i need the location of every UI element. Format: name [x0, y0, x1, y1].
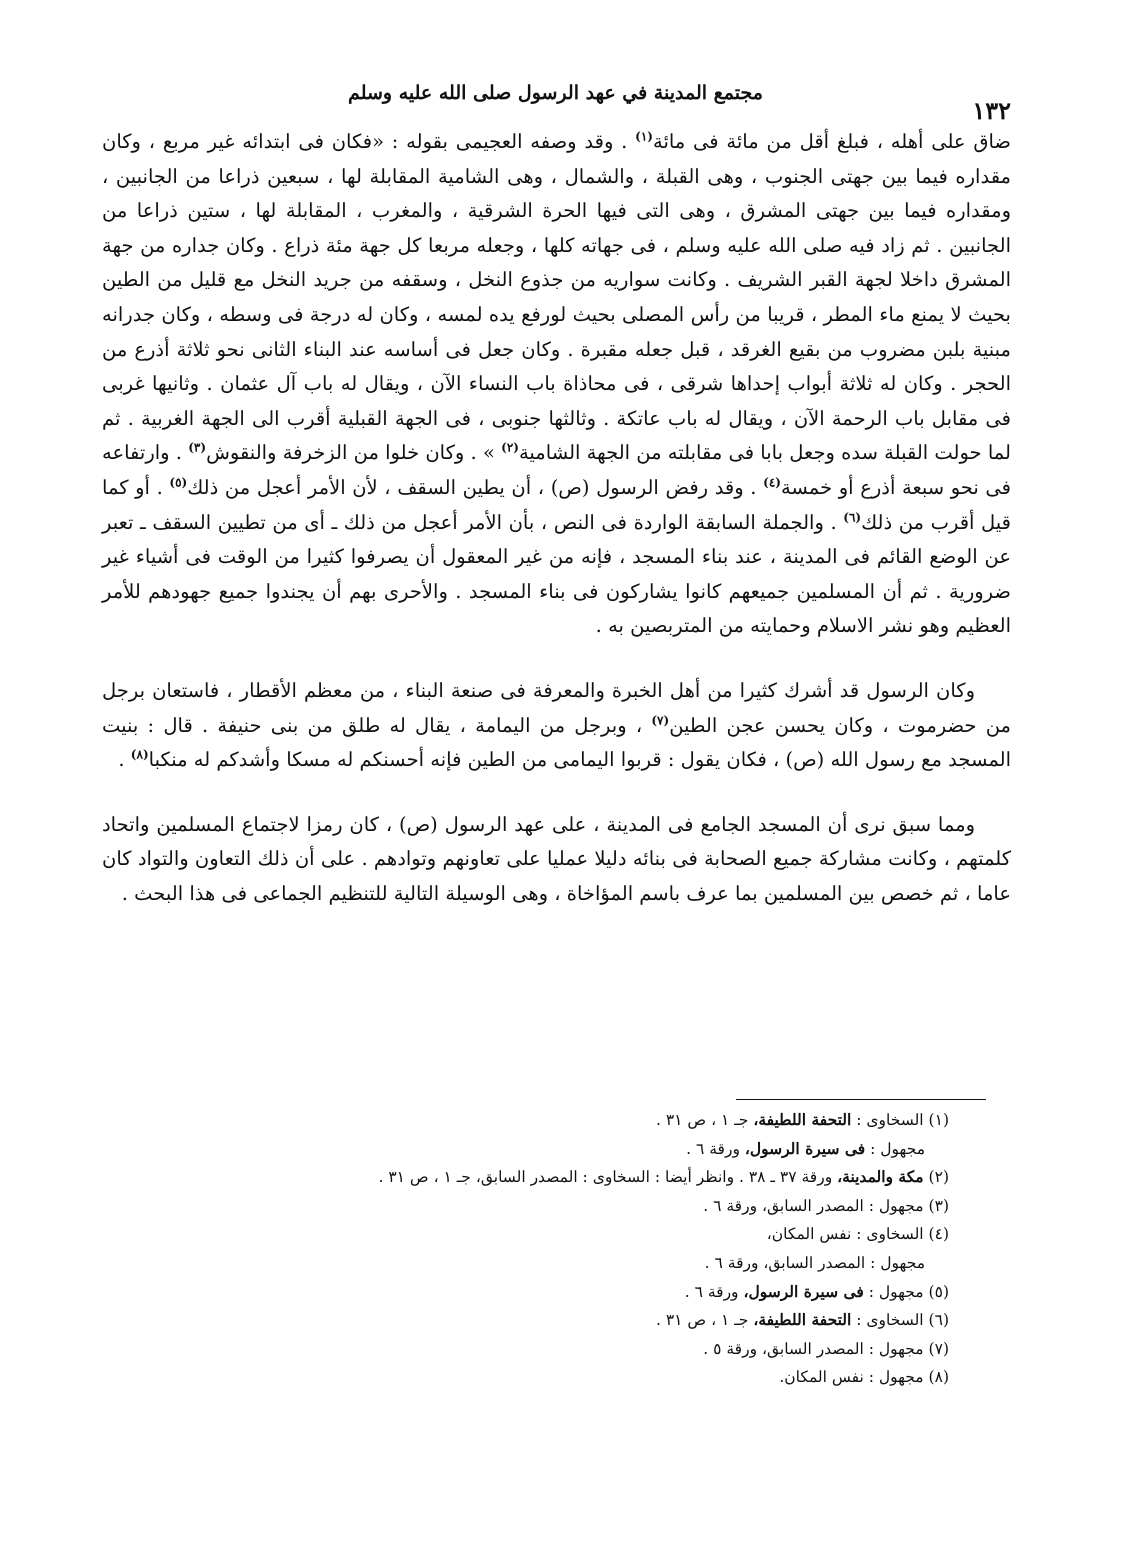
text-run: وكان الرسول قد أشرك كثيرا من أهل الخبرة والمعرفة فى صنعة البناء ، من معظم الأقطار ، فاستعان برجل من حضرموت ، وكان يحسن عجن الطين: [102, 678, 1011, 737]
text-run: » . وكان خلوا من الزخرفة والنقوش: [206, 441, 502, 465]
text-run: . أو كما قيل أقرب من ذلك: [102, 475, 1011, 534]
footnote-ref-6: (٦): [843, 510, 862, 525]
footnote-author: السخاوى :: [856, 1225, 924, 1244]
footnote-line: [150, 1249, 949, 1278]
footnote-author: مجهول :: [868, 1282, 924, 1301]
footnote-ref-3: (٣): [188, 440, 207, 455]
text-run: ضاق على أهله ، فبلغ أقل من مائة فى مائة: [652, 130, 1011, 153]
text-run: . وارتفاعه فى نحو سبعة أذرع أو خمسة: [102, 441, 1011, 499]
footnote-title: التحفة اللطيفة،: [753, 1310, 852, 1330]
footnote-number: (٨): [928, 1368, 949, 1387]
footnote-detail: ورقة ٣٧ ـ ٣٨ . وانظر أيضا : السخاوى : المصدر السابق، جـ ١ ، ص ٣١ .: [378, 1168, 833, 1187]
footnote-detail: جـ ١ ، ص ٣١ .: [655, 1311, 749, 1330]
footnote-number: (٣): [928, 1196, 949, 1215]
footnote-number: (٥): [928, 1282, 949, 1301]
footnote-ref-7: (٧): [651, 713, 670, 727]
text-run: . والجملة السابقة الواردة فى النص ، بأن الأمر أعجل من ذلك ـ أى من تطيين السقف ـ تعبر عن الوضع القائم فى المدينة ، عند بناء المسجد ، فإنه من غير المعقول أن يصرفوا كثيرا من الوقت فى أشياء غير ضرورية . ثم أن المسلمين جميعهم كانوا يشاركون فى بناء المسجد . والأحرى بهم أن يجندوا جميع جهودهم للأمر العظيم وهو نشر الاسلام وحمايته من المتربصين به .: [102, 510, 1011, 638]
footnote-line: [150, 1163, 949, 1192]
text-run: . وقد رفض الرسول (ص) ، أن يطين السقف ، لأن الأمر أعجل من ذلك: [187, 475, 764, 499]
footnote-author: السخاوى :: [856, 1111, 924, 1129]
text-run: .: [118, 748, 131, 772]
footnote-detail: المصدر السابق، ورقة ٥ .: [703, 1339, 864, 1358]
footnote-line: [150, 1278, 949, 1307]
footnote-author: مجهول :: [868, 1196, 924, 1215]
running-title: مجتمع المدينة في عهد الرسول صلى الله عليه وسلم: [348, 82, 763, 104]
footnote-number: (١): [928, 1111, 949, 1129]
footnote-detail: جـ ١ ، ص ٣١ .: [655, 1111, 749, 1129]
footnote-title: مكة والمدينة،: [837, 1167, 924, 1187]
paragraph-3: [102, 808, 1011, 912]
footnote-detail: ورقة ٦ .: [684, 1282, 739, 1301]
page-header: [100, 78, 1011, 125]
footnote-detail: المصدر السابق، ورقة ٦ .: [703, 1196, 864, 1215]
footnote-ref-4: (٤): [763, 475, 781, 490]
footnote-ref-2: (٢): [501, 440, 519, 455]
footnote-title: فى سيرة الرسول،: [744, 1138, 866, 1158]
footnote-line: [150, 1363, 949, 1392]
footnote-line: [150, 1135, 949, 1164]
footnote-line: [150, 1106, 949, 1135]
footnote-ref-1: (١): [635, 129, 653, 144]
footnote-detail: ورقة ٦ .: [686, 1139, 740, 1158]
footnote-number: (٢): [928, 1168, 949, 1187]
footnote-detail: المصدر السابق، ورقة ٦ .: [704, 1253, 866, 1272]
footnote-author: مجهول :: [870, 1139, 925, 1158]
footnote-author: السخاوى :: [856, 1311, 924, 1330]
footnote-author: مجهول :: [868, 1368, 924, 1387]
footnote-number: (٤): [928, 1225, 949, 1244]
footnote-author: مجهول :: [868, 1339, 924, 1358]
footnote-line: [150, 1306, 949, 1335]
footnote-title: فى سيرة الرسول،: [743, 1281, 864, 1301]
main-text: [102, 125, 1011, 911]
footnote-author: مجهول :: [870, 1253, 925, 1272]
text-run: ، وبرجل من اليمامة ، يقال له طلق من بنى حنيفة . قال : بنيت المسجد مع رسول الله (ص) ، فكان يقول : قربوا اليمامى من الطين فإنه أحسنكم له مسكا وأشدكم له منكبا: [102, 713, 1011, 772]
footnote-line: [150, 1192, 949, 1221]
footnote-line: [150, 1335, 949, 1364]
text-run: ومما سبق نرى أن المسجد الجامع فى المدينة ، على عهد الرسول (ص) ، كان رمزا لاجتماع المسلمين واتحاد كلمتهم ، وكانت مشاركة جميع الصحابة فى بنائه دليلا عمليا على تعاونهم وتوادهم . على أن ذلك التعاون والتواد كان عاما ، ثم خصص بين المسلمين بما عرف باسم المؤاخاة ، وهى الوسيلة التالية للتنظيم الجماعى فى هذا البحث .: [102, 812, 1011, 905]
footnotes: [150, 1106, 949, 1392]
text-run: . وقد وصفه العجيمى بقوله : «فكان فى ابتدائه غير مربع ، وكان مقداره فيما بين جهتى الجنوب ، وهى القبلة ، والشمال ، وهى الشامية المقابلة لها ، سبعين ذراعا من الجانبين ، ومقداره فيما بين جهتى المشرق ، وهى التى فيها الحرة الشرقية ، والمغرب ، المقابلة لها ، ستين ذراعا من الجانبين . ثم زاد فيه صلى الله عليه وسلم ، فى جهاته كلها ، وجعله مربعا كل جهة مئة ذراع . وكان جداره من جهة المشرق داخلا لجهة القبر الشريف . وكانت سواريه من جذوع النخل ، وسقفه من جريد النخل مع قليل من الطين بحيث لا يمنع ماء المطر ، قريبا من رأس المصلى بحيث لورفع يده لمسه ، وكان له درجة فى وسطه ، وكان جدرانه مبنية بلبن مضروب من بقيع الغرقد ، قبل جعله مقبرة . وكان جعل فى أساسه عند البناء الثانى نحو ثلاثة أذرع من الحجر . وكان له ثلاثة أبواب إحداها شرقى ، فى محاذاة باب النساء الآن ، ويقال له باب آل عثمان . وثانيها غربى فى مقابل باب الرحمة الآن ، ويقال له باب عاتكة . وثالثها جنوبى ، فى الجهة القبلية أقرب الى الجهة الغربية . ثم لما حولت القبلة سده وجعل بابا فى مقابلته من الجهة الشامية: [102, 130, 1011, 465]
footnote-title: التحفة اللطيفة،: [753, 1110, 852, 1129]
paragraph-1: [102, 125, 1011, 644]
footnote-detail: نفس المكان،: [766, 1225, 852, 1244]
page-number: ١٣٢: [972, 96, 1011, 125]
paragraph-2: [102, 674, 1011, 778]
footnote-ref-8: (٨): [130, 747, 149, 762]
footnote-number: (٦): [928, 1311, 949, 1330]
footnote-ref-5: (٥): [169, 475, 188, 490]
footnote-separator: [736, 1099, 986, 1100]
footnote-detail: نفس المكان.: [779, 1368, 864, 1387]
footnote-number: (٧): [928, 1339, 949, 1358]
footnote-line: [150, 1220, 949, 1249]
